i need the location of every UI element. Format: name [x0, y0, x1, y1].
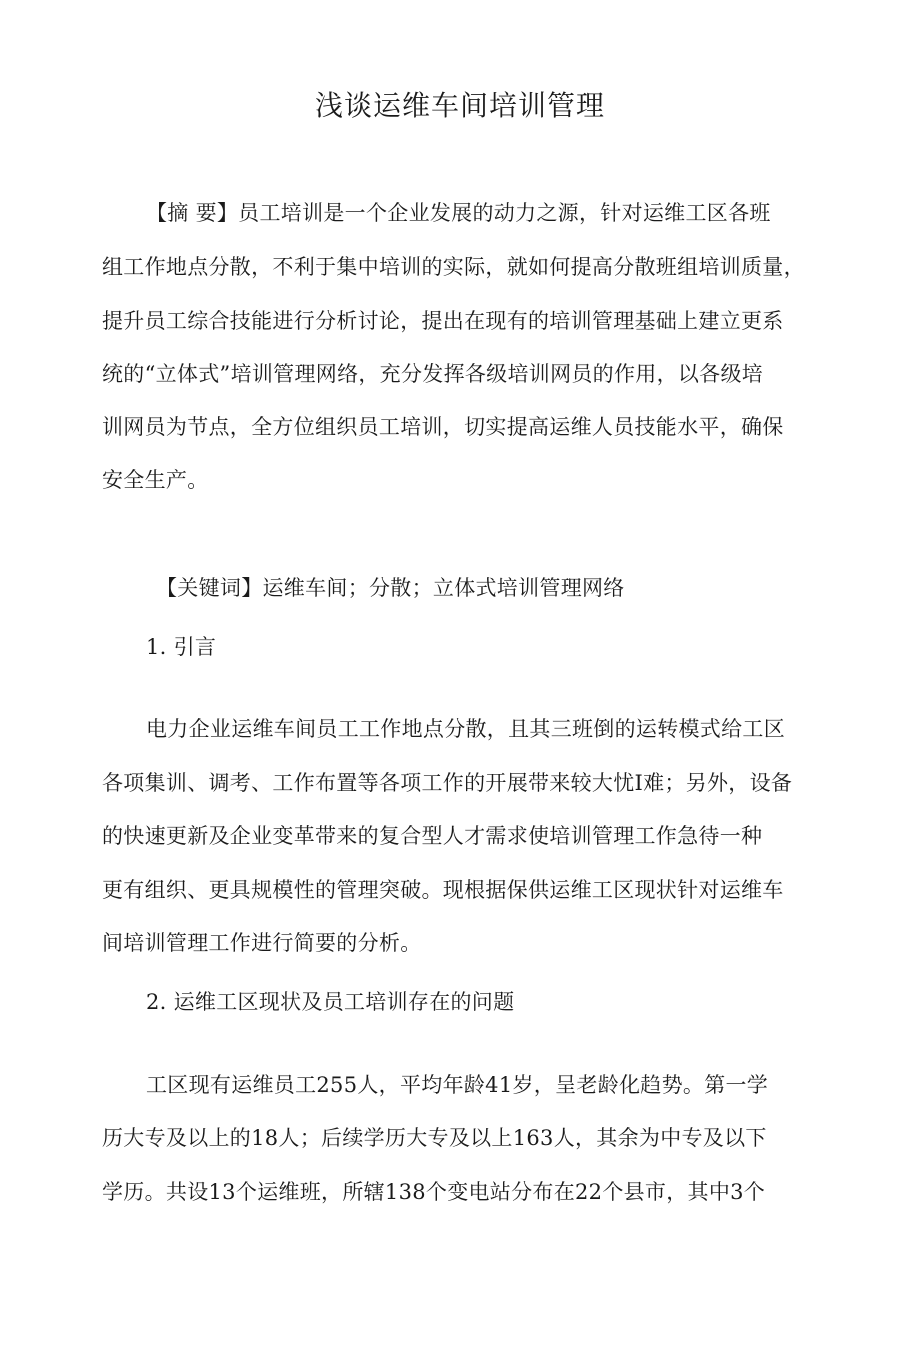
keywords: 【关键词】运维车间；分散；立体式培训管理网络 [156, 576, 625, 600]
page-title: 浅谈运维车间培训管理 [314, 89, 605, 122]
paragraph-line: 历大专及以上的18人；后续学历大专及以上163人，其余为中专及以下 [102, 1126, 767, 1150]
paragraph-line: 学历。共设13个运维班，所辖138个变电站分布在22个县市，其中3个 [102, 1180, 766, 1204]
paragraph-line: 电力企业运维车间员工工作地点分散，且其三班倒的运转模式给工区 [146, 717, 785, 741]
abstract-line: 训网员为节点，全方位组织员工培训，切实提高运维人员技能水平，确保 [102, 415, 784, 439]
paragraph-line: 间培训管理工作进行简要的分析。 [102, 931, 422, 955]
paragraph-line: 工区现有运维员工255人，平均年龄41岁，呈老龄化趋势。第一学 [146, 1073, 769, 1097]
paragraph-line: 的快速更新及企业变革带来的复合型人才需求使培训管理工作急待一种 [102, 824, 763, 848]
abstract-line: 组工作地点分散，不利于集中培训的实际，就如何提高分散班组培训质量， [102, 255, 805, 279]
paragraph-line: 更有组织、更具规模性的管理突破。现根据保供运维工区现状针对运维车 [102, 878, 784, 902]
section-1-heading: 1. 引言 [146, 635, 217, 659]
abstract-line: 提升员工综合技能进行分析讨论，提出在现有的培训管理基础上建立更系 [102, 309, 784, 333]
abstract-line: 【摘 要】员工培训是一个企业发展的动力之源，针对运维工区各班 [146, 201, 771, 225]
section-2-heading: 2. 运维工区现状及员工培训存在的问题 [146, 990, 515, 1014]
abstract-line: 安全生产。 [102, 468, 209, 492]
paragraph-line: 各项集训、调考、工作布置等各项工作的开展带来较大忧I难；另外，设备 [102, 771, 793, 795]
abstract-line: 统的“立体式”培训管理网络，充分发挥各级培训网员的作用，以各级培 [102, 362, 764, 386]
